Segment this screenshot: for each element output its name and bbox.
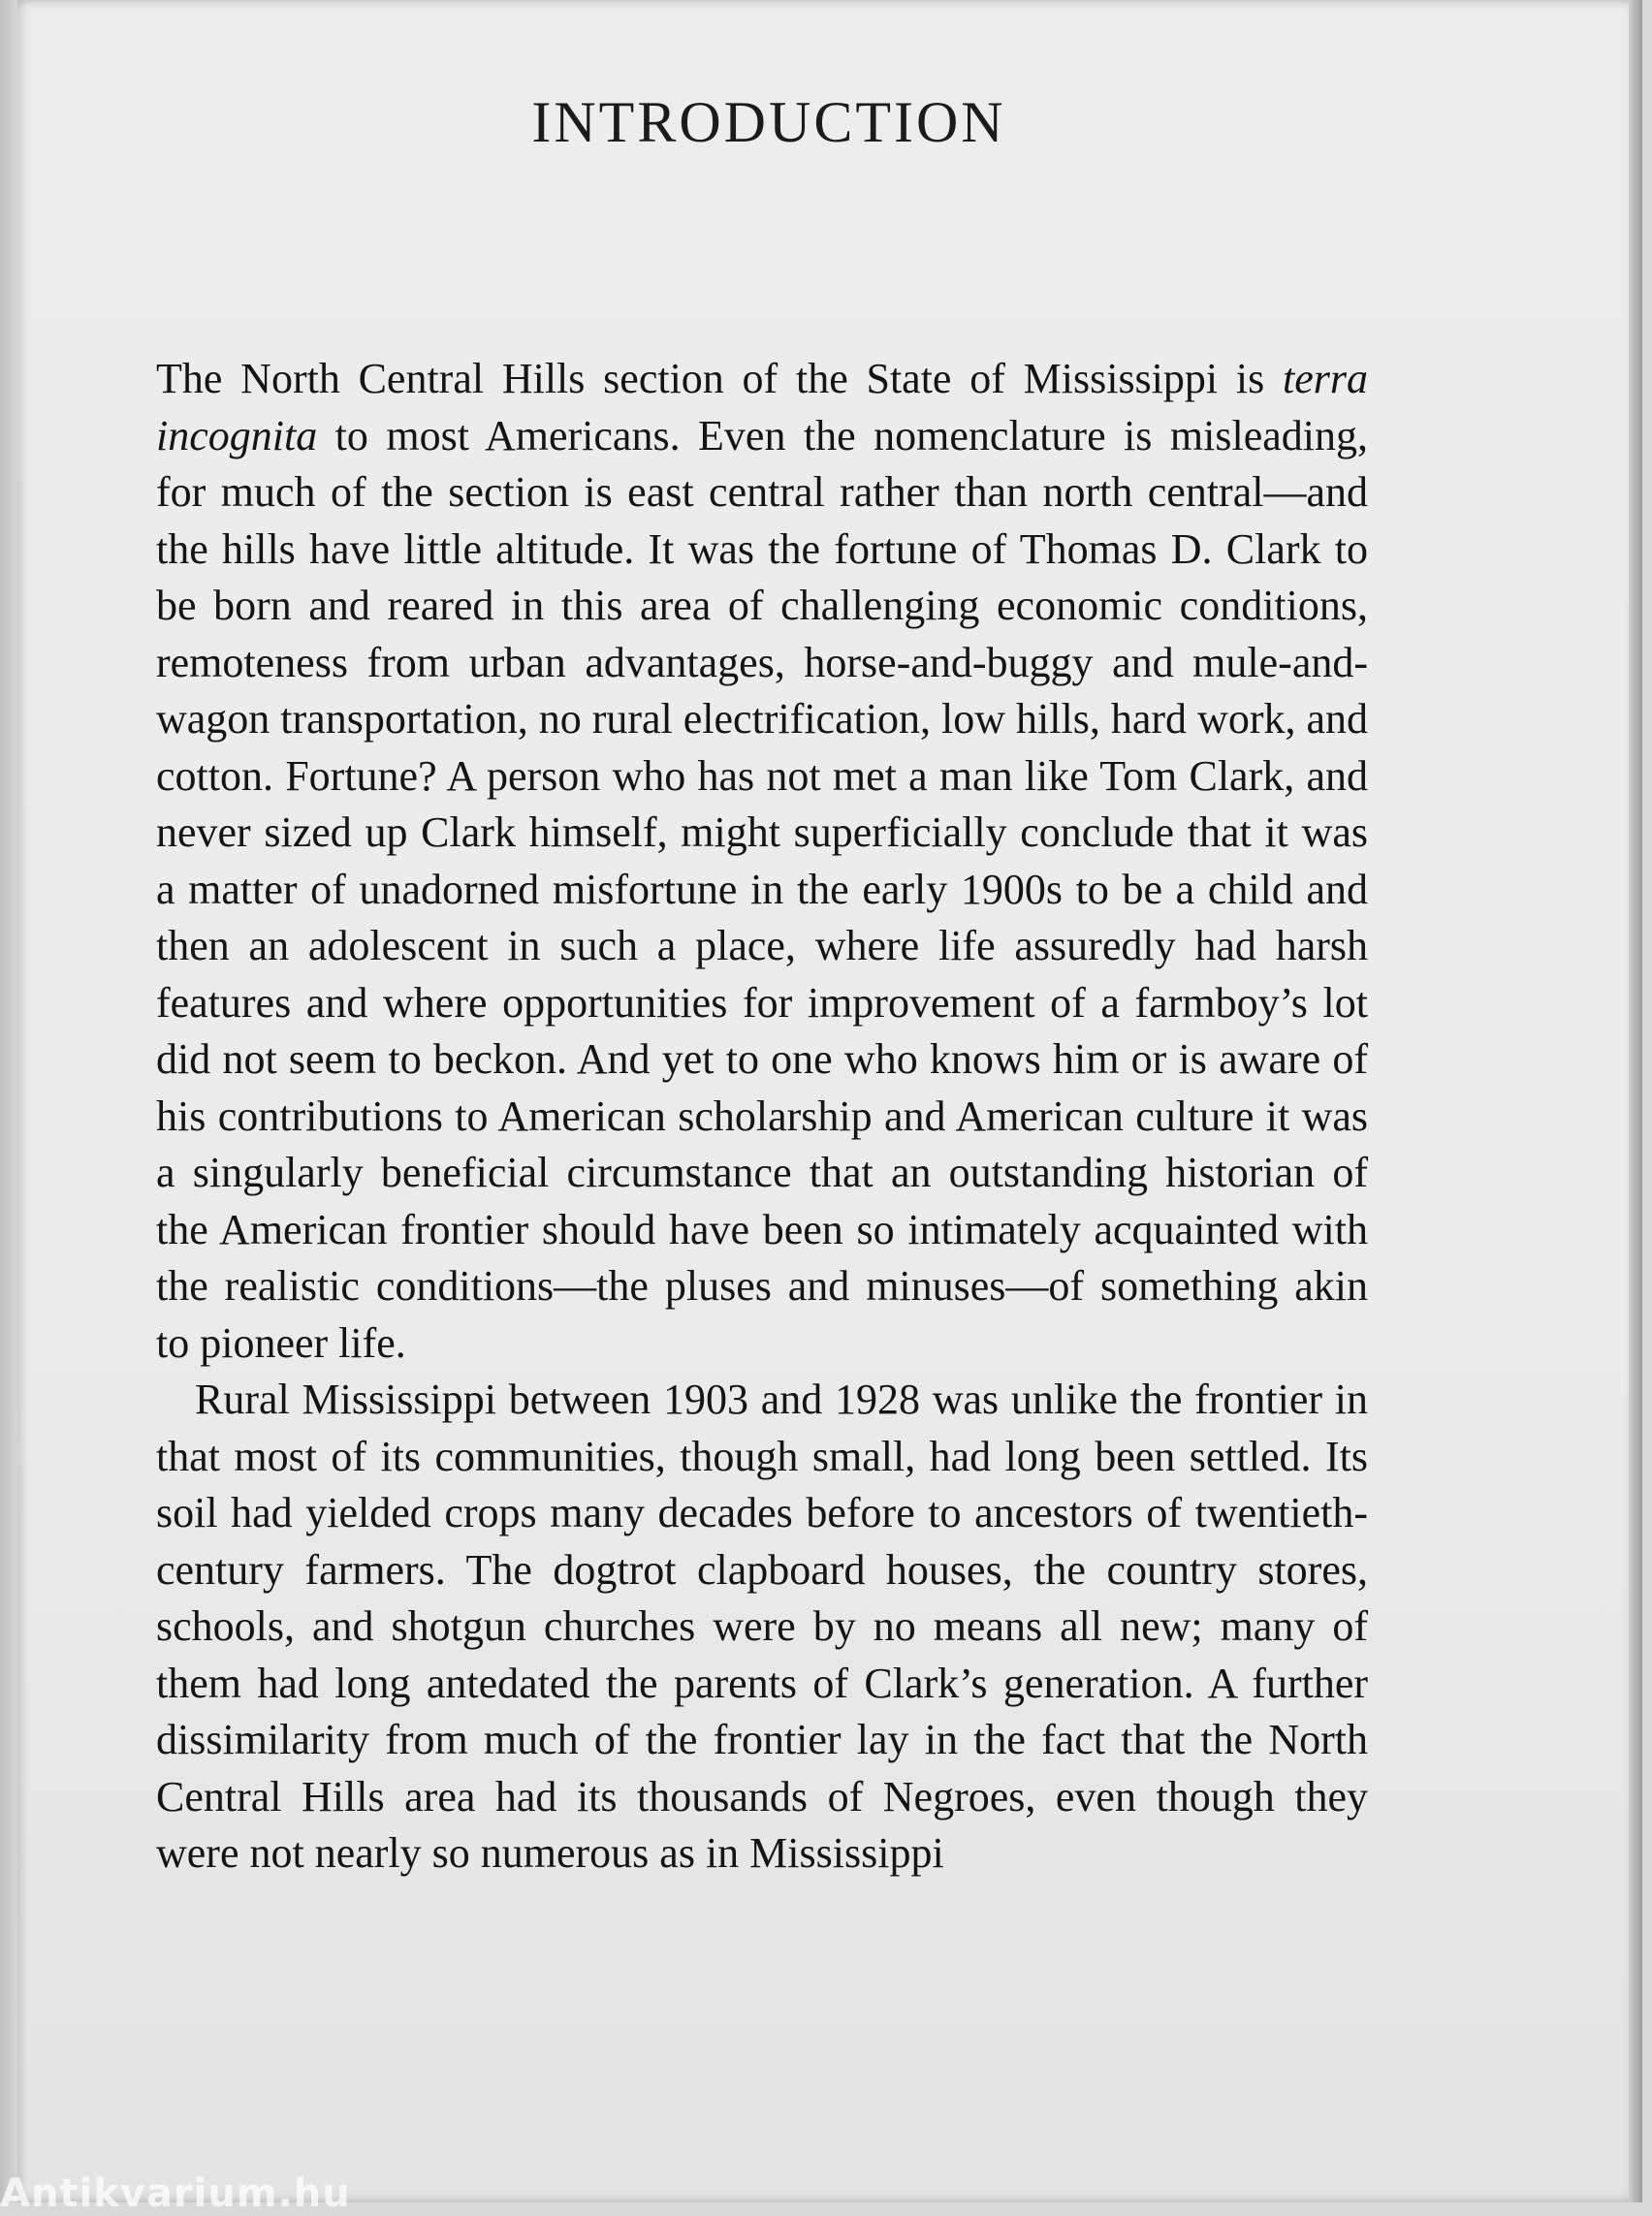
page-edge-shadow <box>1629 0 1642 2202</box>
paragraph-2: Rural Mississippi between 1903 and 1928 was unlike the frontier in that most of its communities, though small, had long been settled. Its soil had yielded crops many decades before to ancestors of twentieth-century farmers. The dogtrot clapboard houses, the country stores, schools, and shotgun churches were by no means all new; many of them had long antedated the parents of Clark’s generation. A further dissimilarity from much of the frontier lay in the fact that the North Central Hills area had its thousands of Negroes, even though they were not nearly so numerous as in Mississippi <box>156 1372 1368 1883</box>
paragraph-1-part-2: to most Americans. Even the nomenclature is misleading, for much of the section is east central rather than north central—and the hills have little altitude. It was the fortune of Thomas D. Clark to be born and reared in this area of challenging economic conditions, remoteness from urban advantages, horse-and-buggy and mule-and-wagon transportation, no rural electrification, low hills, hard work, and cotton. Fortune? A person who has not met a man like Tom Clark, and never sized up Clark himself, might superficially conclude that it was a matter of unadorned misfortune in the early 1900s to be a child and then an adolescent in such a place, where life assuredly had harsh features and where opportunities for improvement of a farmboy’s lot did not seem to beckon. And yet to one who knows him or is aware of his contributions to American scholarship and American culture it was a singularly beneficial circumstance that an outstanding historian of the American frontier should have been so intimately acquainted with the realistic conditions—the pluses and minuses—of something akin to pioneer life. <box>156 412 1368 1367</box>
paragraph-1-italic: terra incognita <box>156 355 1368 459</box>
book-spine-shadow <box>0 0 17 2202</box>
book-page <box>17 0 1642 2202</box>
body-text <box>156 351 1368 1883</box>
chapter-title: INTRODUCTION <box>17 89 1520 156</box>
paragraph-1 <box>156 351 1368 1372</box>
paragraph-1-part-1: The North Central Hills section of the State of Mississippi is <box>156 355 1283 402</box>
watermark: Antikvarium.hu <box>0 2171 351 2216</box>
